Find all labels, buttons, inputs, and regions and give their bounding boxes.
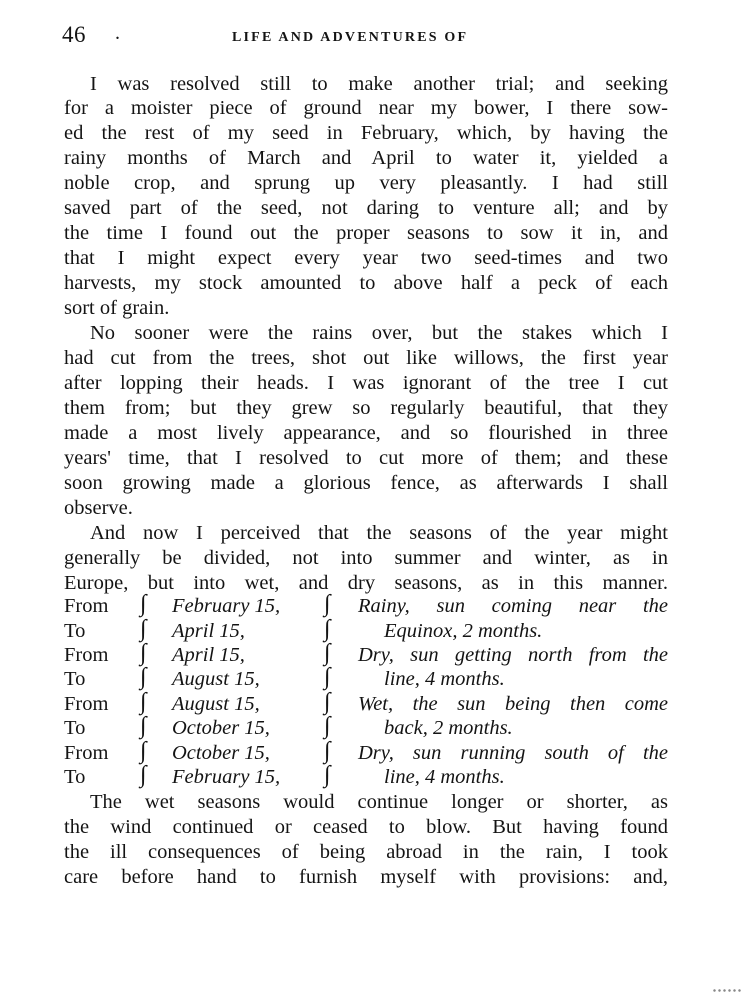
- text-line: harvests, my stock amounted to above half a peck of each: [64, 272, 668, 294]
- text-line: No sooner were the rains over, but the stakes which I: [90, 322, 668, 344]
- season-description-cont: Equinox, 2 months.: [384, 620, 543, 642]
- brace-glyph: ∫: [324, 616, 331, 642]
- brace-glyph: ∫: [140, 616, 147, 642]
- brace-glyph: ∫: [324, 713, 331, 739]
- brace-glyph: ∫: [324, 738, 331, 764]
- brace-glyph: ∫: [140, 689, 147, 715]
- text-line: care before hand to furnish myself with provisions: and,: [64, 866, 668, 888]
- brace-glyph: ∫: [324, 664, 331, 690]
- season-description: Rainy, sun coming near the: [358, 595, 668, 617]
- text-line: soon growing made a glorious fence, as afterwards I shall: [64, 472, 668, 494]
- brace-glyph: ∫: [140, 738, 147, 764]
- text-line: the wind continued or ceased to blow. But having found: [64, 816, 668, 838]
- text-line: noble crop, and sprung up very pleasantly. I had still: [64, 172, 668, 194]
- from-label: From: [64, 693, 109, 715]
- brace-glyph: ∫: [324, 591, 331, 617]
- text-line: had cut from the trees, shot out like willows, the first year: [64, 347, 668, 369]
- header-dot: .: [115, 22, 120, 44]
- to-label: To: [64, 668, 86, 690]
- print-speck: [712, 988, 742, 994]
- season-description: Dry, sun running south of the: [358, 742, 668, 764]
- to-label: To: [64, 717, 86, 739]
- page-number: 46: [62, 22, 86, 47]
- season-description-cont: back, 2 months.: [384, 717, 513, 739]
- season-end-date: October 15,: [172, 717, 270, 739]
- brace-glyph: ∫: [140, 762, 147, 788]
- text-line: made a most lively appearance, and so flourished in three: [64, 422, 668, 444]
- text-line: observe.: [64, 497, 133, 519]
- text-line: generally be divided, not into summer and winter, as in: [64, 547, 668, 569]
- season-description-cont: line, 4 months.: [384, 668, 505, 690]
- text-line: for a moister piece of ground near my bower, I there sow-: [64, 97, 668, 119]
- text-line: ed the rest of my seed in February, which, by having the: [64, 122, 668, 144]
- text-line: years' time, that I resolved to cut more of them; and these: [64, 447, 668, 469]
- text-line: sort of grain.: [64, 297, 170, 319]
- text-line: that I might expect every year two seed-times and two: [64, 247, 668, 269]
- text-line: The wet seasons would continue longer or shorter, as: [90, 791, 668, 813]
- season-description: Dry, sun getting north from the: [358, 644, 668, 666]
- from-label: From: [64, 742, 109, 764]
- text-line: the ill consequences of being abroad in the rain, I took: [64, 841, 668, 863]
- running-title: LIFE AND ADVENTURES OF: [232, 30, 469, 45]
- text-line: I was resolved still to make another trial; and seeking: [90, 73, 668, 95]
- brace-glyph: ∫: [140, 664, 147, 690]
- text-line: And now I perceived that the seasons of the year might: [90, 522, 668, 544]
- season-description-cont: line, 4 months.: [384, 766, 505, 788]
- text-line: Europe, but into wet, and dry seasons, as in this manner.: [64, 572, 668, 594]
- brace-glyph: ∫: [324, 762, 331, 788]
- season-end-date: August 15,: [172, 668, 260, 690]
- text-line: rainy months of March and April to water it, yielded a: [64, 147, 668, 169]
- from-label: From: [64, 644, 109, 666]
- season-end-date: April 15,: [172, 620, 245, 642]
- brace-glyph: ∫: [140, 591, 147, 617]
- from-label: From: [64, 595, 109, 617]
- season-end-date: February 15,: [172, 766, 281, 788]
- brace-glyph: ∫: [140, 713, 147, 739]
- brace-glyph: ∫: [324, 640, 331, 666]
- to-label: To: [64, 766, 86, 788]
- text-line: them from; but they grew so regularly beautiful, that they: [64, 397, 668, 419]
- text-line: the time I found out the proper seasons to sow it in, and: [64, 222, 668, 244]
- brace-glyph: ∫: [140, 640, 147, 666]
- brace-glyph: ∫: [324, 689, 331, 715]
- season-start-date: August 15,: [172, 693, 260, 715]
- season-start-date: October 15,: [172, 742, 270, 764]
- season-description: Wet, the sun being then come: [358, 693, 668, 715]
- text-line: after lopping their heads. I was ignorant of the tree I cut: [64, 372, 668, 394]
- season-start-date: February 15,: [172, 595, 281, 617]
- to-label: To: [64, 620, 86, 642]
- text-line: saved part of the seed, not daring to venture all; and by: [64, 197, 668, 219]
- season-start-date: April 15,: [172, 644, 245, 666]
